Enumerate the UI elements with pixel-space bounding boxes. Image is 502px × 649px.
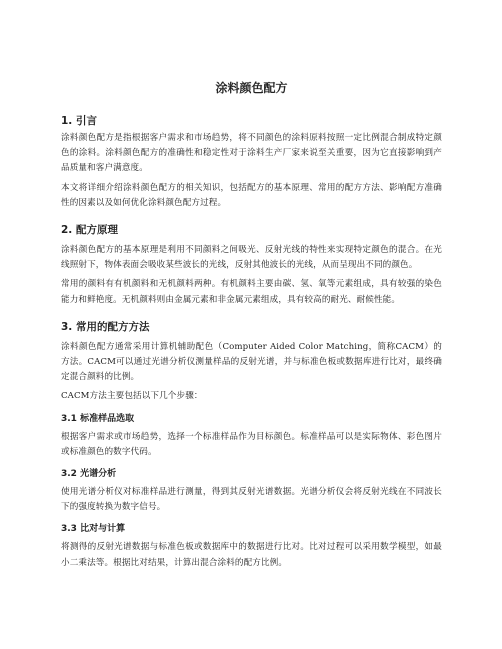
paragraph: 涂料颜色配方的基本原理是利用不同颜料之间吸光、反射光线的特性来实现特定颜色的混合。在光线照射下，物体表面会吸收某些波长的光线，反射其他波长的光线，从而呈现出不同的颜色。 [61, 245, 442, 271]
subsection-heading-spectral-analysis: 3.2 光谱分析 [61, 469, 117, 480]
document-title: 涂料颜色配方 [215, 81, 288, 95]
paragraph: 根据客户需求或市场趋势，选择一个标准样品作为目标颜色。标准样品可以是实际物体、彩色图片或标准颜色的数字代码。 [61, 431, 442, 457]
section-heading-introduction: 1. 引言 [61, 115, 97, 127]
paragraph: 常用的颜料有有机颜料和无机颜料两种。有机颜料主要由碳、氢、氧等元素组成，具有较强的染色能力和鲜艳度。无机颜料则由金属元素和非金属元素组成，具有较高的耐光、耐候性能。 [61, 279, 442, 305]
paragraph: 本文将详细介绍涂料颜色配方的相关知识，包括配方的基本原理、常用的配方方法、影响配方准确性的因素以及如何优化涂料颜色配方过程。 [61, 182, 442, 208]
subsection-heading-comparison-calculation: 3.3 比对与计算 [61, 524, 126, 535]
section-heading-methods: 3. 常用的配方方法 [61, 320, 150, 333]
paragraph: 涂料颜色配方通常采用计算机辅助配色（Computer Aided Color Matching，简称CACM）的方法。CACM可以通过光谱分析仪测量样品的反射光谱，并与标准色板或数据库进行比对，最终确定混合颜料的比例。 [61, 341, 442, 383]
paragraph: 使用光谱分析仪对标准样品进行测量，得到其反射光谱数据。光谱分析仪会将反射光线在不同波长下的强度转换为数字信号。 [61, 487, 442, 513]
paragraph: 涂料颜色配方是指根据客户需求和市场趋势，将不同颜色的涂料原料按照一定比例混合制成特定颜色的涂料。涂料颜色配方的准确性和稳定性对于涂料生产厂家来说至关重要，因为它直接影响到产品质量和客户满意度。 [61, 133, 442, 174]
paragraph: 将测得的反射光谱数据与标准色板或数据库中的数据进行比对。比对过程可以采用数学模型，如最小二乘法等。根据比对结果，计算出混合涂料的配方比例。 [61, 542, 442, 568]
section-heading-principle: 2. 配方原理 [61, 224, 118, 237]
paragraph: CACM方法主要包括以下几个步骤： [61, 391, 203, 402]
subsection-heading-sample-selection: 3.1 标准样品选取 [61, 413, 135, 424]
